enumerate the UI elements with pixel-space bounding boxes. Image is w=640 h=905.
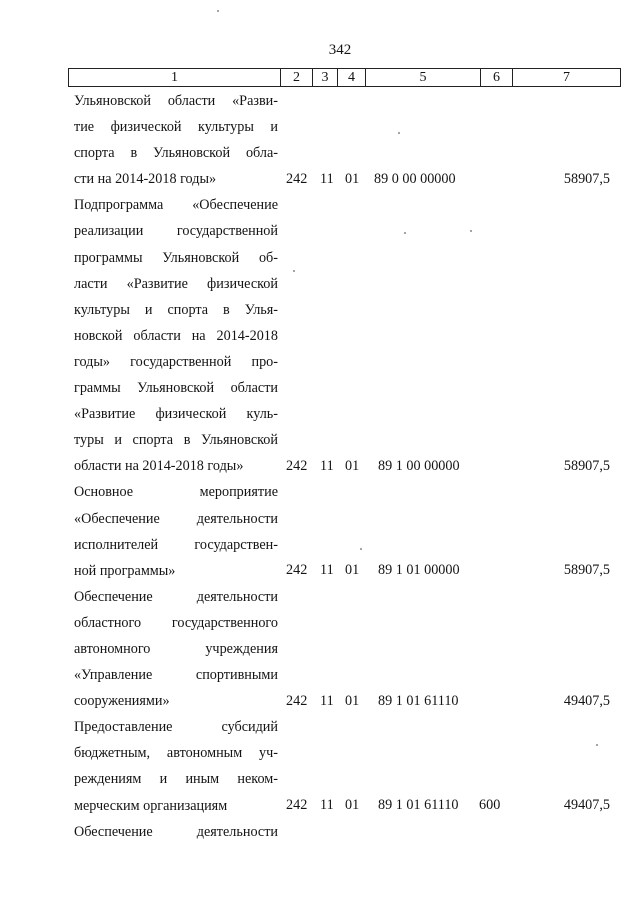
rz-code: 11	[320, 562, 334, 578]
column-header-row	[69, 69, 621, 87]
description-line: Предоставление субсидий	[74, 719, 278, 736]
amount-value: 49407,5	[563, 693, 610, 709]
scan-speck	[398, 132, 400, 134]
amount-value: 58907,5	[563, 171, 610, 187]
description-line: программы Ульяновской об-	[74, 249, 278, 266]
description-column	[74, 88, 278, 845]
rz-code: 11	[320, 458, 334, 474]
csr-code: 89 1 01 61110	[378, 797, 459, 813]
amount-value: 58907,5	[563, 458, 610, 474]
description-line: Основное мероприятие	[74, 484, 278, 501]
description-line: «Управление спортивными	[74, 667, 278, 684]
gr-code: 242	[286, 797, 308, 813]
description-line: Подпрограмма «Обеспечение	[74, 197, 278, 214]
vr-code: 600	[479, 797, 501, 813]
amount-value: 58907,5	[563, 562, 610, 578]
description-line: области на 2014-2018 годы»	[74, 458, 244, 475]
description-line: культуры и спорта в Улья-	[74, 301, 278, 318]
scan-speck	[470, 230, 472, 232]
column-header-table	[68, 68, 621, 87]
description-line: автономного учреждения	[74, 640, 278, 657]
csr-code: 89 0 00 00000	[374, 171, 456, 187]
rz-code: 11	[320, 693, 334, 709]
description-line: Ульяновской области «Разви-	[74, 93, 278, 109]
description-line: граммы Ульяновской области	[74, 380, 278, 397]
column-header-2: 2	[281, 69, 313, 87]
scan-speck	[360, 548, 362, 550]
scan-speck	[293, 270, 295, 272]
description-line: туры и спорта в Ульяновской	[74, 432, 278, 449]
description-line: областного государственного	[74, 614, 278, 631]
csr-code: 89 1 01 00000	[378, 562, 460, 578]
scan-speck	[404, 232, 406, 234]
description-line: мерческим организациям	[74, 797, 228, 814]
amount-value: 49407,5	[563, 797, 610, 813]
pr-code: 01	[345, 562, 360, 578]
description-line: сти на 2014-2018 годы»	[74, 171, 217, 188]
description-line: ной программы»	[74, 562, 176, 579]
gr-code: 242	[286, 693, 308, 709]
description-line: исполнителей государствен-	[74, 536, 278, 553]
description-line: бюджетным, автономным уч-	[74, 745, 278, 762]
description-line: спорта в Ульяновской обла-	[74, 145, 278, 162]
column-header-4: 4	[338, 69, 366, 87]
description-line: реждениям и иным неком-	[74, 771, 278, 788]
description-line: годы» государственной про-	[74, 353, 278, 370]
column-header-6: 6	[481, 69, 513, 87]
description-line: «Развитие физической куль-	[74, 406, 278, 423]
column-header-3: 3	[313, 69, 338, 87]
scan-speck	[596, 744, 598, 746]
column-header-7: 7	[513, 69, 621, 87]
description-line: «Обеспечение деятельности	[74, 510, 278, 527]
description-line: реализации государственной	[74, 223, 278, 240]
pr-code: 01	[345, 797, 360, 813]
csr-code: 89 1 00 00000	[378, 458, 460, 474]
description-line: новской области на 2014-2018	[74, 327, 278, 344]
csr-code: 89 1 01 61110	[378, 693, 459, 709]
gr-code: 242	[286, 171, 308, 187]
description-line: сооружениями»	[74, 693, 170, 710]
gr-code: 242	[286, 458, 308, 474]
page-number: 342	[328, 42, 352, 58]
description-line: Обеспечение деятельности	[74, 823, 278, 840]
description-line: Обеспечение деятельности	[74, 588, 278, 605]
pr-code: 01	[345, 171, 360, 187]
rz-code: 11	[320, 797, 334, 813]
pr-code: 01	[345, 458, 360, 474]
rz-code: 11	[320, 171, 334, 187]
pr-code: 01	[345, 693, 360, 709]
description-line: ласти «Развитие физической	[74, 275, 278, 292]
column-header-5: 5	[366, 69, 481, 87]
scan-speck	[217, 10, 219, 12]
column-header-1: 1	[69, 69, 281, 87]
gr-code: 242	[286, 562, 308, 578]
description-line: тие физической культуры и	[74, 119, 278, 136]
